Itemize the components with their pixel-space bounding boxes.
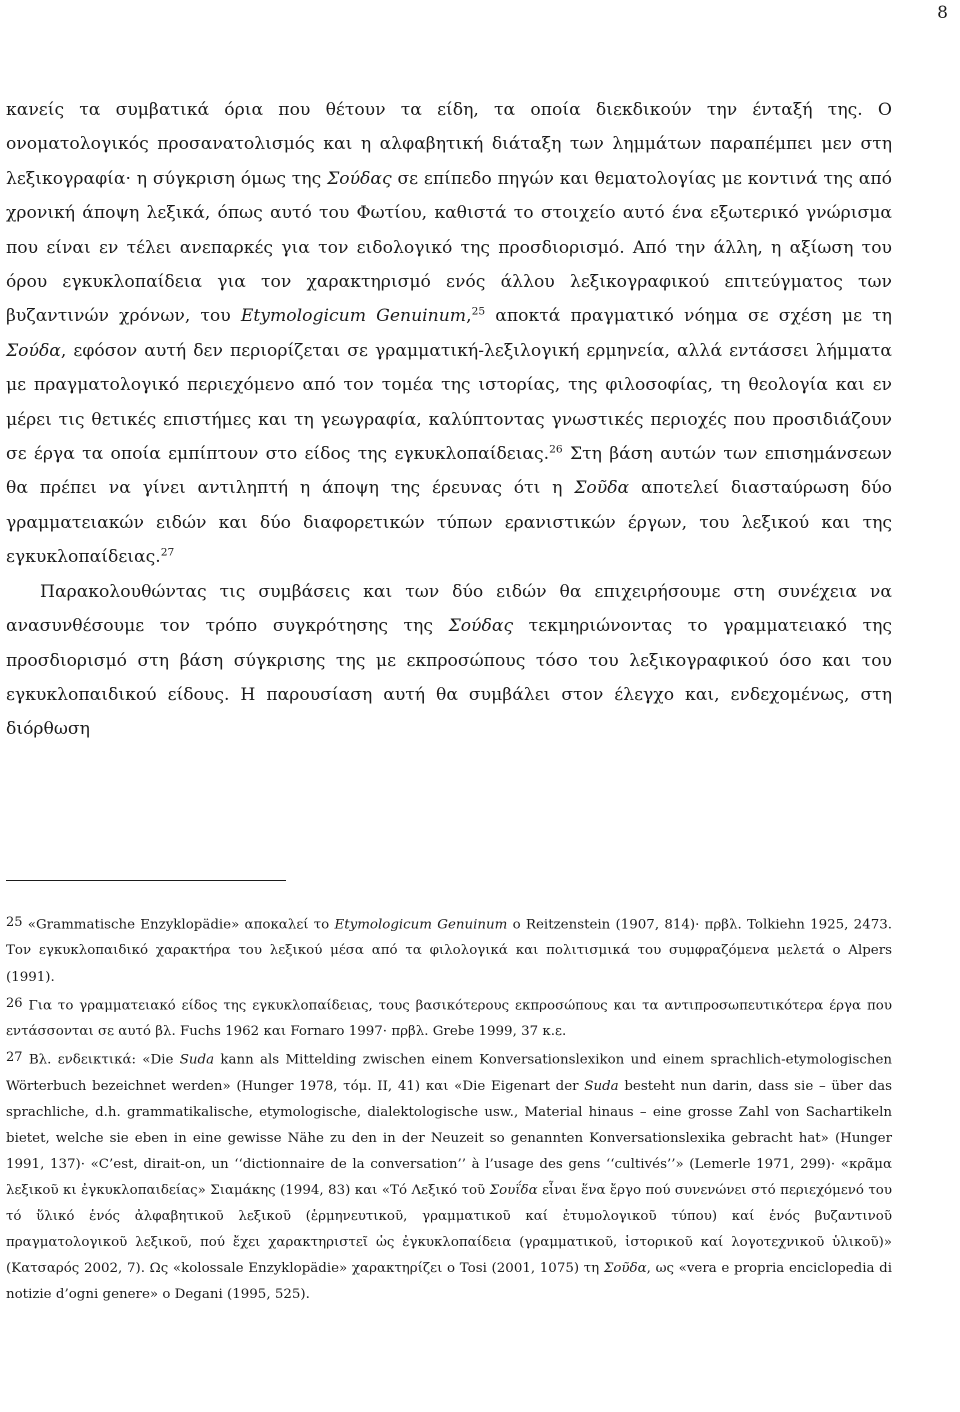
body-text <box>6 93 892 747</box>
footnote-ref: 26 <box>549 442 563 456</box>
footnote-number: 27 <box>6 1050 23 1066</box>
italic-text: Σούδα <box>6 340 61 361</box>
body-paragraph <box>6 93 892 575</box>
text-run: , ως «vera e propria enciclopedia di notizie d’ogni genere» ο Degani (1995, 525). <box>6 1261 892 1303</box>
text-run: «Grammatische Enzyklopädie» αποκαλεί το <box>22 917 335 933</box>
italic-text: Σοῦδα <box>603 1261 647 1277</box>
text-run: kann als Mittelding zwischen einem Konversationslexikon und einem sprachlich-etymologischen Wörterbuch bezeichnet werden» (Hunger 1978, τόμ. II, 41) και «Die Eigenart der <box>6 1052 892 1094</box>
italic-text: Σουΐδα <box>489 1182 538 1198</box>
footnote <box>6 910 892 991</box>
text-run: σε επίπεδο πηγών και θεματολογίας με κοντινά της από χρονική άποψη λεξικά, όπως αυτό του Φωτίου, καθιστά το στοιχείο αυτό ένα εξωτερικό γνώρισμα που είναι εν τέλει ανεπαρκές για τον ειδολογικό της προσδιορισμό. Από την άλλη, η αξίωση του όρου εγκυκλοπαίδεια για τον χαρακτηρισμό ενός άλλου λεξικογραφικού επιτεύγματος των βυζαντινών χρόνων, του <box>6 168 893 327</box>
italic-text: Etymologicum Genuinum <box>334 917 508 933</box>
text-run: besteht nun darin, dass sie – über das sprachliche, d.h. grammatikalische, etymologische, dialektologische usw., Material hinaus – eine grosse Zahl von Sachartikeln bietet, welche sie eben in eine gewisse Nähe zu den in der Neuzeit so genannten Konversationslexika gebracht hat» (Hunger 1991, 137)· «C’est, dirait-on, un ‘‘dictionnaire de la conversation’’ à l’usage des gens ‘‘cultivés’’» (Lemerle 1971, 299)· «κρᾶμα λεξικοῦ κι ἐγκυκλοπαιδείας» Σιαμάκης (1994, 83) και «Τό Λεξικό τοῦ <box>6 1078 893 1198</box>
text-run: , εφόσον αυτή δεν περιορίζεται σε γραμματική-λεξιλογική ερμηνεία, αλλά εντάσσει λήμματα με πραγματολογικό περιεχόμενο από τον τομέα της ιστορίας, της φιλοσοφίας, τη θεολογία και εν μέρει τις θετικές επιστήμες και τη γεωγραφία, καλύπτοντας γνωστικές περιοχές που προσιδιάζουν σε έργα τα οποία εμπίπτουν στο είδος της εγκυκλοπαίδειας. <box>6 340 892 465</box>
footnote-ref: 27 <box>160 545 175 559</box>
text-run: Στη βάση αυτών των επισημάνσεων θα πρέπει να γίνει αντιληπτή η άποψη της έρευνας ότι η <box>6 444 892 499</box>
italic-text: Σούδας <box>448 616 514 637</box>
text-run: Παρακολουθώντας τις συμβάσεις και των δύο ειδών θα επιχειρήσουμε στη συνέχεια να ανασυνθέσουμε τον τρόπο συγκρότησης της <box>6 581 892 637</box>
italic-text: Σοῦδα <box>574 478 630 499</box>
footnote <box>6 991 892 1046</box>
text-run: , <box>466 306 472 327</box>
page-number: 8 <box>937 3 948 23</box>
footnote <box>6 1045 892 1308</box>
footnote-ref: 25 <box>471 305 486 319</box>
text-run: αποκτά πραγματικό νόημα σε σχέση με τη <box>485 306 892 327</box>
text-run: κανείς τα συμβατικά όρια που θέτουν τα είδη, τα οποία διεκδικούν την ένταξή της. Ο ονοματολογικός προσανατολισμός και η αλφαβητική διάταξη των λημμάτων παραπέμπει μεν στη λεξικογραφία· η σύγκριση όμως της <box>6 100 892 189</box>
italic-text: Σούδας <box>327 168 392 189</box>
footnote-number: 26 <box>6 995 23 1011</box>
footnotes <box>6 910 892 1308</box>
text-run: εἶναι ἕνα ἔργο πού συνενώνει στό περιεχόμενό του τό ὕλικό ἑνός ἀλφαβητικοῦ λεξικοῦ (ἑρμηνευτικοῦ, γραμματικοῦ καί ἐτυμολογικοῦ τύπου) καί ἑνός βυζαντινοῦ πραγματολογικοῦ λεξικοῦ, πού ἔχει χαρακτηριστεῖ ὡς ἐγκυκλοπαίδεια (γραμματικοῦ, ἱστορικοῦ καί λογοτεχνικοῦ ὑλικοῦ)» (Κατσαρός 2002, 7). Ως «kolossale Enzyklopädie» χαρακτηρίζει ο Tosi (2001, 1075) τη <box>6 1182 892 1277</box>
italic-text: Etymologicum Genuinum <box>240 306 467 327</box>
text-run: Βλ. ενδεικτικά: «Die <box>22 1052 180 1068</box>
text-run: τεκμηριώνοντας το γραμματειακό της προσδιορισμό στη βάση σύγκρισης της με εκπροσώπους τόσο του λεξικογραφικού όσο και του εγκυκλοπαιδικού είδους. Η παρουσίαση αυτή θα συμβάλει στον έλεγχο και, ενδεχομένως, στη διόρθωση <box>6 616 892 740</box>
text-run: ο Reitzenstein (1907, 814)· πρβλ. Tolkiehn 1925, 2473. Τον εγκυκλοπαιδικό χαρακτήρα του λεξικού μέσα από τα φιλολογικά και πολιτισμικά του συμφραζόμενα μελετά ο Alpers (1991). <box>6 917 893 985</box>
footnote-number: 25 <box>6 915 23 930</box>
footnote-separator <box>6 880 286 881</box>
italic-text: Suda <box>179 1052 215 1068</box>
italic-text: Suda <box>584 1078 619 1094</box>
body-paragraph <box>6 575 892 747</box>
text-run: Για το γραμματειακό είδος της εγκυκλοπαίδειας, τους βασικότερους εκπροσώπους και τα αντιπροσωπευτικότερα έργα που εντάσσονται σε αυτό βλ. Fuchs 1962 και Fornaro 1997· πρβλ. Grebe 1999, 37 κ.ε. <box>6 997 892 1040</box>
text-run: αποτελεί διασταύρωση δύο γραμματειακών ειδών και δύο διαφορετικών τύπων ερανιστικών έργων, του λεξικού και της εγκυκλοπαίδειας. <box>6 478 893 568</box>
